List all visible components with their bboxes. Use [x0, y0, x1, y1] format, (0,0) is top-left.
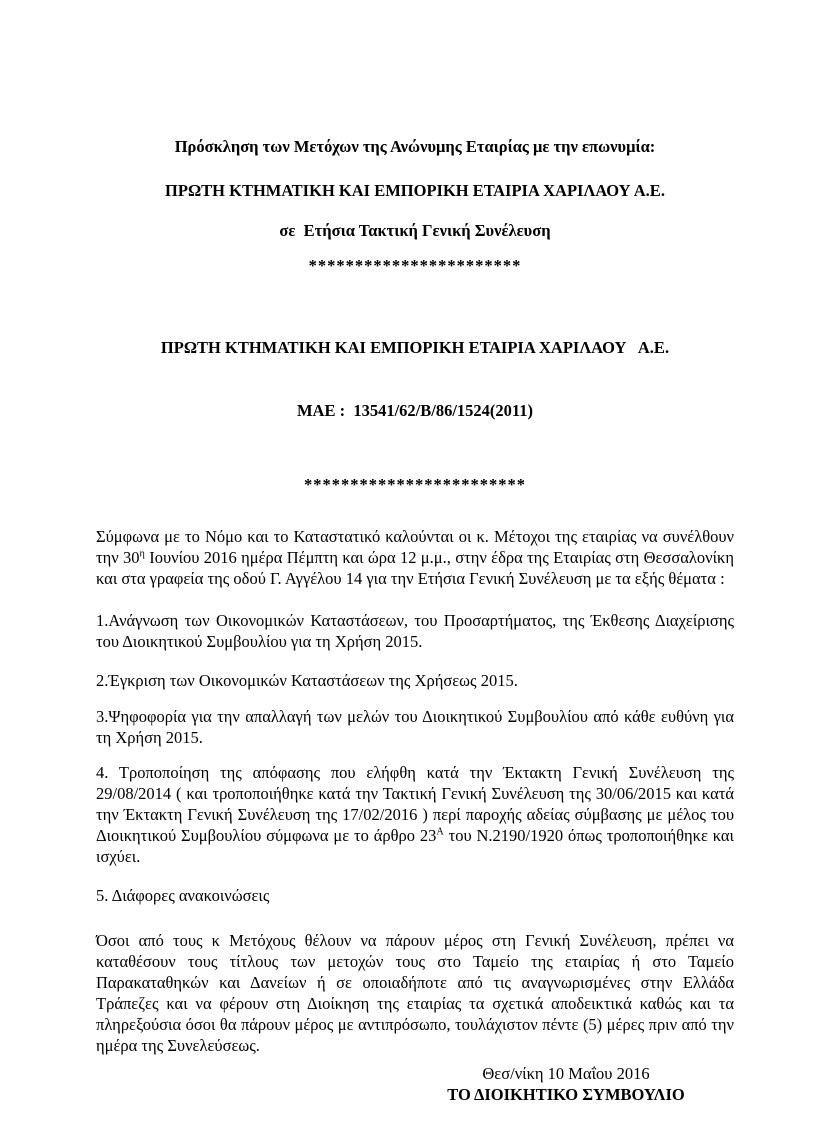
company-registry-block [96, 295, 734, 463]
board-of-directors-line: ΤΟ ΔΙΟΙΚΗΤΙΚΟ ΣΥΜΒΟΥΛΙΟ [447, 1085, 685, 1104]
meeting-type-heading: σε Ετήσια Τακτική Γενική Συνέλευση [279, 221, 551, 240]
agenda-item-4 [96, 762, 734, 867]
intro-text-after-superscript: Ιουνίου 2016 ημέρα Πέμπτη και ώρα 12 μ.μ., στην έδρα της Εταιρίας στη Θεσσαλονίκη και στα γραφεία της οδού Γ. Αγγέλου 14 για την Ετήσια Γενική Συνέλευση με τα εξής θέματα : [96, 548, 734, 588]
agenda-item-3: 3.Ψηφοφορία για την απαλλαγή των μελών του Διοικητικού Συμβουλίου από κάθε ευθύνη για τη Χρήση 2015. [96, 707, 734, 747]
agenda-item-1: 1.Ανάγνωση των Οικονομικών Καταστάσεων, του Προσαρτήματος, της Έκθεσης Διαχείρισης του Διοικητικού Συμβουλίου για τη Χρήση 2015. [96, 611, 734, 651]
agenda-item-4-before-superscript: 4. Τροποποίηση της απόφασης που ελήφθη κατά την Έκτακτη Γενική Συνέλευση της 29/08/2014 ( και τροποποιήθηκε κατά την Τακτική Γενική Συνέλευση της 30/06/2015 και κατά την Έκτακτη Γενική Συνέλευση της 17/02/2016 ) περί παροχής αδείας σύμβασης με μέλος του Διοικητικού Συμβουλίου σύμφωνα με το άρθρο 23 [96, 763, 734, 845]
date-ordinal-superscript: η [139, 548, 145, 560]
registry-number: ΜΑΕ : 13541/62/Β/86/1524(2011) [296, 401, 534, 420]
asterisk-separator-top: *********************** [308, 256, 522, 275]
deposit-instructions-paragraph: Όσοι από τους κ Μετόχους θέλουν να πάρουν μέρος στη Γενική Συνέλευση, πρέπει να καταθέσουν τους τίτλους των μετοχών τους στο Ταμείο της εταιρίας ή στο Ταμείο Παρακαταθηκών και Δανείων ή σε οποιαδήποτε από τις αναγνωρισμένες στην Ελλάδα Τράπεζες και να φέρουν στη Διοίκηση της εταιρίας τα σχετικά αποδεικτικά καθώς και τα πληρεξούσια όσοι θα πάρουν μέρος με αντιπρόσωπο, τουλάχιστον πέντε (5) μέρες πριν από την ημέρα της Συνελεύσεως. [96, 931, 734, 1055]
company-name-heading: ΠΡΩΤΗ ΚΤΗΜΑΤΙΚΗ ΚΑΙ ΕΜΠΟΡΙΚΗ ΕΤΑΙΡΙΑ ΧΑΡΙΛΑΟΥ Α.Ε. [165, 181, 665, 200]
company-name-repeat: ΠΡΩΤΗ ΚΤΗΜΑΤΙΚΗ ΚΑΙ ΕΜΠΟΡΙΚΗ ΕΤΑΙΡΙΑ ΧΑΡΙΛΑΟΥ Α.Ε. [160, 338, 670, 357]
intro-paragraph [96, 526, 734, 589]
place-date-line: Θεσ/νίκη 10 Μαΐου 2016 [482, 1064, 650, 1083]
intro-text-before-superscript: Σύμφωνα με το Νόμο και το Καταστατικό καλούνται οι κ. Μέτοχοι της εταιρίας να συνέλθουν την 30 [96, 527, 734, 567]
asterisk-separator-bottom: ************************ [304, 475, 526, 494]
agenda-item-4-after-superscript: του Ν.2190/1920 όπως τροποποιήθηκε και ισχύει. [96, 826, 734, 866]
agenda-item-2: 2.Έγκριση των Οικονομικών Καταστάσεων της Χρήσεως 2015. [96, 671, 518, 690]
agenda-item-5: 5. Διάφορες ανακοινώσεις [96, 886, 270, 905]
invitation-heading: Πρόσκληση των Μετόχων της Ανώνυμης Εταιρίας με την επωνυμία: [174, 137, 656, 156]
article-superscript: Α [436, 826, 444, 838]
signature-block [396, 1063, 736, 1105]
